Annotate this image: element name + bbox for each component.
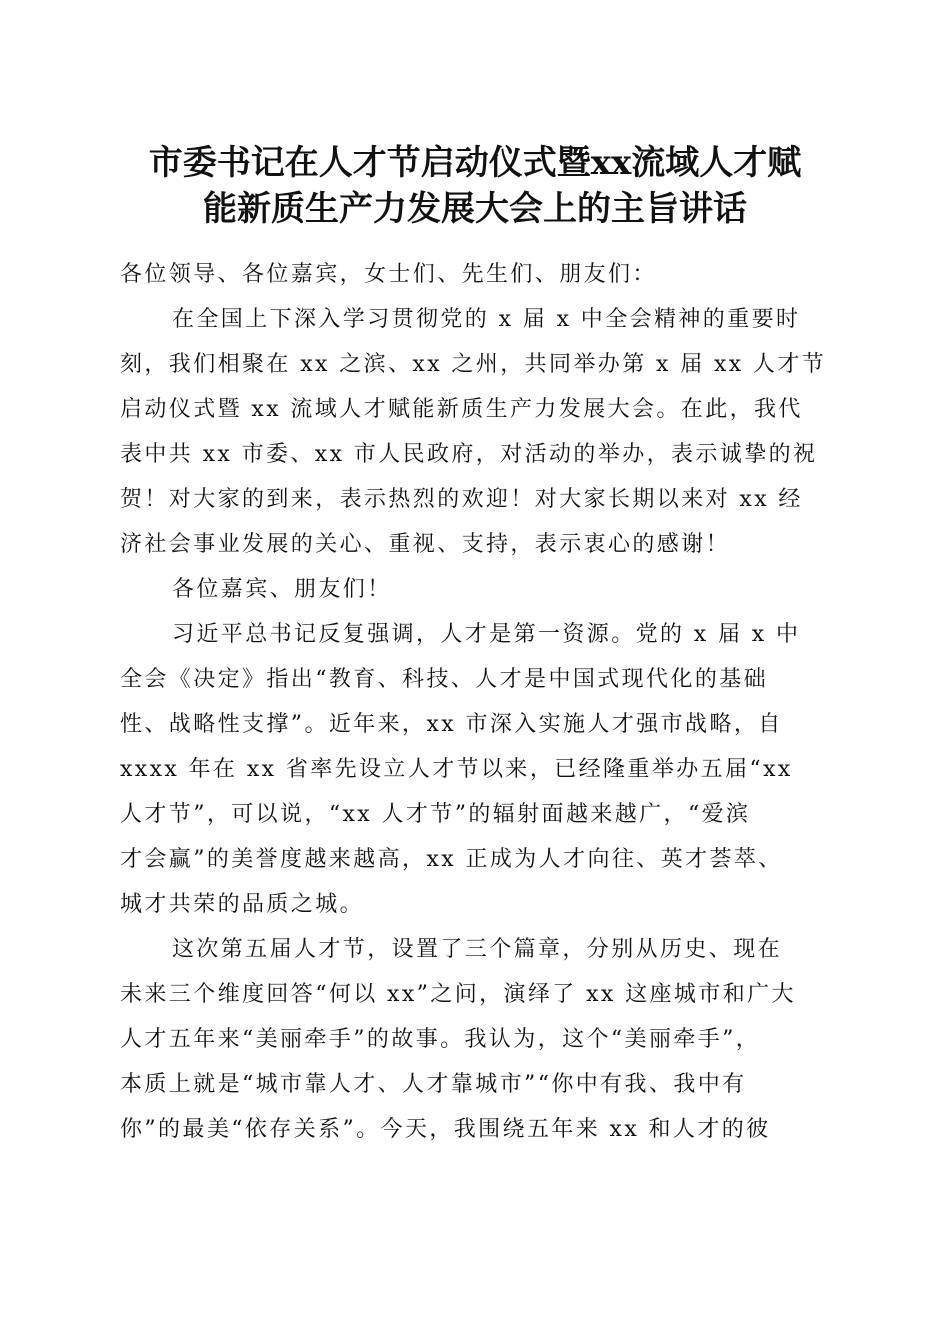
- document-body: [120, 252, 840, 1152]
- document-title-line-1: 市委书记在人才节启动仪式暨xx流域人才赋: [148, 143, 802, 183]
- paragraph-line: 济社会事业发展的关心、重视、支持，表示衷心的感谢！: [120, 532, 731, 557]
- paragraph-line: 刻，我们相聚在 xx 之滨、xx 之州，共同举办第 x 届 xx 人才节: [120, 352, 827, 377]
- paragraph-line: 人才五年来“美丽牵手”的故事。我认为，这个“美丽牵手”，: [120, 1027, 761, 1052]
- salutation-line: 各位领导、各位嘉宾，女士们、先生们、朋友们：: [120, 262, 657, 287]
- paragraph-line: 才会赢”的美誉度越来越高，xx 正成为人才向往、英才荟萃、: [120, 847, 783, 872]
- document-title-line-2: 能新质生产力发展大会上的主旨讲话: [203, 189, 747, 229]
- paragraph-line: 在全国上下深入学习贯彻党的 x 届 x 中全会精神的重要时: [172, 307, 801, 332]
- paragraph-line: 启动仪式暨 xx 流域人才赋能新质生产力发展大会。在此，我代: [120, 397, 803, 422]
- paragraph-line: 人才节”，可以说，“xx 人才节”的辐射面越来越广，“爱滨: [120, 802, 751, 827]
- paragraph-line: 未来三个维度回答“何以 xx”之问，演绎了 xx 这座城市和广大: [120, 982, 796, 1007]
- paragraph-line: xxxx 年在 xx 省率先设立人才节以来，已经隆重举办五届“xx: [120, 757, 793, 782]
- paragraph-line: 各位嘉宾、朋友们！: [172, 577, 392, 602]
- paragraph-line: 贺！对大家的到来，表示热烈的欢迎！对大家长期以来对 xx 经: [120, 487, 803, 512]
- paragraph-line: 你”的最美“依存关系”。今天，我围绕五年来 xx 和人才的彼: [120, 1117, 771, 1142]
- paragraph-line: 表中共 xx 市委、xx 市人民政府，对活动的举办，表示诚挚的祝: [120, 442, 818, 467]
- paragraph-line: 城才共荣的品质之城。: [120, 892, 365, 917]
- paragraph-line: 本质上就是“城市靠人才、人才靠城市”“你中有我、我中有: [120, 1072, 747, 1097]
- paragraph-line: 这次第五届人才节，设置了三个篇章，分别从历史、现在: [172, 937, 783, 962]
- paragraph-line: 习近平总书记反复强调，人才是第一资源。党的 x 届 x 中: [172, 622, 801, 647]
- paragraph-line: 性、战略性支撑”。近年来，xx 市深入实施人才强市战略，自: [120, 712, 783, 737]
- paragraph-line: 全会《决定》指出“教育、科技、人才是中国式现代化的基础: [120, 667, 769, 692]
